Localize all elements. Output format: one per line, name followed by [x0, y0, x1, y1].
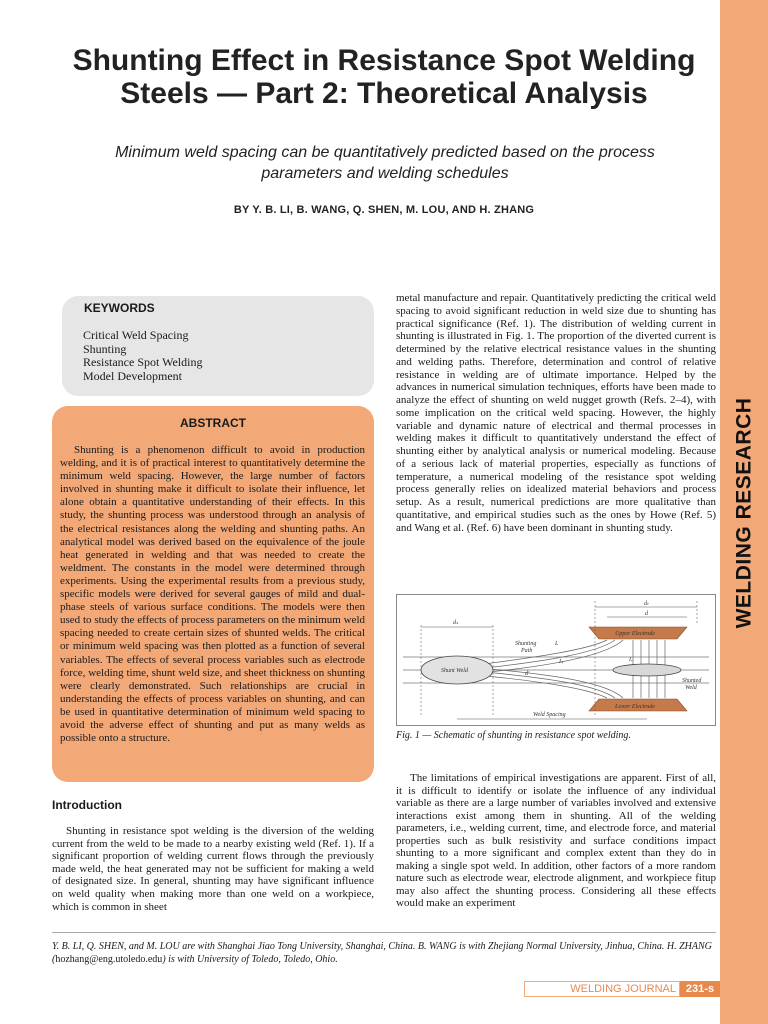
- label-Is: Iₛ: [559, 659, 564, 665]
- label-ds: dₛ: [453, 620, 459, 626]
- footnote-rule: [52, 932, 716, 933]
- figure-1-schematic: [396, 594, 716, 726]
- keywords-list: [83, 329, 202, 383]
- label-upper-electrode: Upper Electrode: [615, 631, 655, 637]
- label-shunt-weld: Shunt Weld: [441, 668, 468, 674]
- introduction-paragraph: Shunting in resistance spot welding is the diversion of the welding current from the weld to be made to a nearby existing weld (Ref. 1). If a significant proportion of welding current flows through the previously made weld, the heat generated may not be sufficient for making a weld of designated size. In general, shunting may have significant influence on weld quality when making more than one weld on a workpiece, which is common in sheet: [52, 825, 374, 913]
- keyword-item: Critical Weld Spacing: [83, 328, 189, 342]
- journal-name-footer: WELDING JOURNAL: [524, 981, 680, 997]
- abstract-text: Shunting is a phenomenon difficult to avoid in production welding, and it is of practical interest to quantitatively determine the minimum weld spacing. However, the large number of factors involved in shunting make it difficult to isolate their influence, let alone obtain a quantitative understanding of their effects. In this study, the shunting process was understood through an analysis of the electrical resistances along the welding and shunting paths. An analytical model was derived based on the equivalence of the joule heat generated in welding and that was needed to create the weldment. The constants in the model were determined through experiments. Using the experimental results from a previous study, specific models were derived for several gauges of mild and dual-phase steels of various surface conditions. The models were then used to study the effects of process parameters on the minimum weld spacing needed to create certain sizes of shunted welds. The critical or minimum weld spacing was then plotted as a function of several variables. The effects of several process variables such as electrode force, welding time, shunt weld size, and sheet thickness on shunting were clearly demonstrated. Such relationships are crucial in understanding the effects of process variables on shunting, and can be used in quantitative determination of minimum weld spacing to avoid the adverse effect of shunting and put as many welds as possible onto a structure.: [60, 444, 365, 745]
- page-number: 231-s: [680, 981, 720, 997]
- keyword-item: Model Development: [83, 368, 182, 383]
- keywords-heading: KEYWORDS: [84, 301, 155, 315]
- abstract-box: [52, 406, 374, 782]
- section-side-label-text: WELDING RESEARCH: [732, 397, 755, 629]
- article-title: Shunting Effect in Resistance Spot Welding Steels — Part 2: Theoretical Analysis: [72, 44, 696, 110]
- label-d: d: [645, 611, 648, 617]
- abstract-heading: ABSTRACT: [180, 416, 246, 430]
- author-email: hozhang@eng.utoledo.edu: [55, 954, 163, 965]
- label-shunted: Shunted: [682, 678, 702, 684]
- keyword-item: Shunting: [83, 341, 127, 356]
- shunting-schematic-drawing: [397, 595, 715, 725]
- label-path: Path: [521, 648, 533, 654]
- figure-1-caption: Fig. 1 — Schematic of shunting in resistance spot welding.: [396, 730, 631, 741]
- label-dt: dₜ: [644, 601, 649, 607]
- label-lower-electrode: Lower Electrode: [615, 704, 655, 710]
- body-paragraph-continued: metal manufacture and repair. Quantitatively predicting the critical weld spacing to avoid significant reduction in weld size due to shunting has practical significance (Ref. 1). The distribution of welding current in shunting is illustrated in Fig. 1. The proportion of the diverted current is determined by the relative electrical resistance values in the shunting and welding paths. Therefore, determination and control of relative resistance in welding are of ultimate importance. Helped by the advances in numerical simulation techniques, efforts have been made to analyze the effect of shunting on weld nugget growth (Refs. 2–4), with some implication on the critical weld spacing. However, the highly variable and dynamic nature of electrical and thermal processes in welding makes it difficult to quantitatively understand the effect of shunting either by analytical analysis or numerical modeling. Because of a serious lack of material properties, especially as functions of temperature, a numerical modeling of the resistance spot welding process generally relies on idealized material behaviors and process setup. As a result, numerical predictions are more qualitative than quantitative, and empirical studies such as the ones by Howe (Ref. 5) and Wang et al. (Ref. 6) have been dominant in shunting study.: [396, 292, 716, 534]
- shunted-weld-nugget: [613, 664, 681, 676]
- author-byline: BY Y. B. LI, B. WANG, Q. SHEN, M. LOU, AND H. ZHANG: [233, 204, 535, 216]
- section-side-label: [722, 388, 766, 638]
- keywords-box: [62, 296, 374, 396]
- label-shunting: Shunting: [515, 641, 537, 647]
- label-weld-spacing: Weld Spacing: [533, 712, 566, 718]
- footnote-text-2: ) is with University of Toledo, Toledo, Ohio.: [162, 954, 338, 965]
- introduction-heading: Introduction: [52, 798, 122, 812]
- author-affiliations-footnote: [52, 940, 716, 966]
- body-paragraph-limitations: The limitations of empirical investigations are apparent. First of all, it is difficult to identify or isolate the influence of any individual variable as there are a large number of variables involved and extensive interactions exist among them in shunting. All of the welding parameters, i.e., welding current, time, and electrode force, and material properties such as bulk resistivity and surface conditions impact shunting to a more significant and complex extent than they do in making a single spot weld. In addition, other factors of a more random nature such as electrode wear, electrode alignment, and workpiece fitup may also affect the shunting process. Considering all these effects would make an experiment: [396, 772, 716, 909]
- label-L: L: [555, 641, 559, 647]
- label-Iw: Iᵥ: [629, 657, 633, 663]
- label-dprime: d': [525, 671, 530, 677]
- footnote-text-1: Y. B. LI, Q. SHEN, and M. LOU are with Shanghai Jiao Tong University, Shanghai, China. B. WANG is with Zhejiang Normal University, Jinhua, China. H. ZHANG (: [52, 941, 712, 965]
- label-weld: Weld: [685, 685, 697, 691]
- keyword-item: Resistance Spot Welding: [83, 355, 203, 369]
- article-subtitle: Minimum weld spacing can be quantitatively predicted based on the process parameters and welding schedules: [115, 144, 655, 182]
